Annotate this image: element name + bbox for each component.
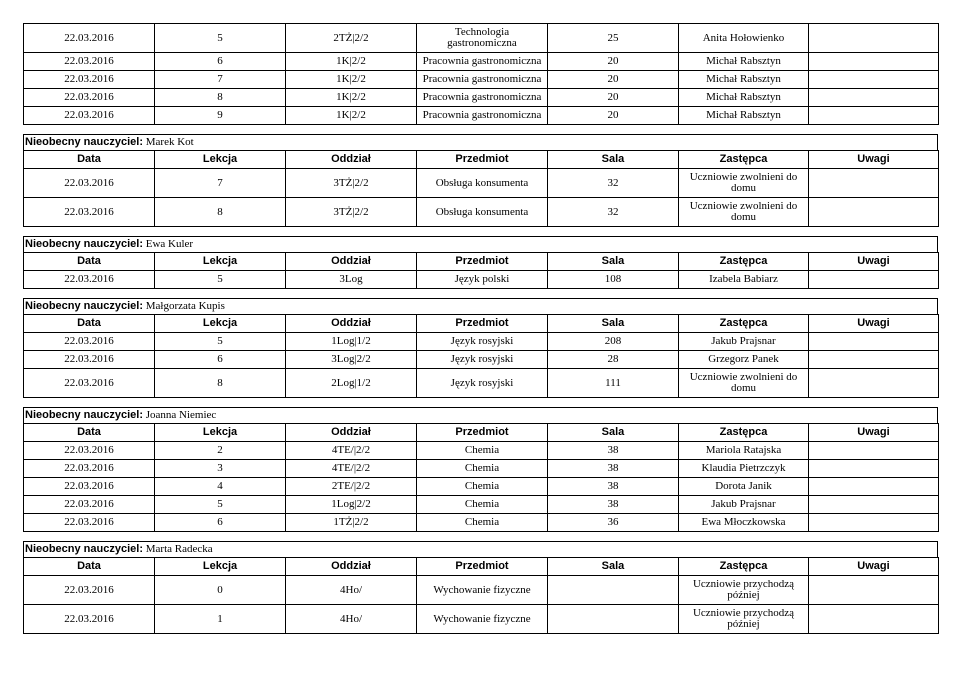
date-cell: 22.03.2016 [24,369,155,398]
absent-teacher-section [23,407,938,532]
class-cell: 2Log|1/2 [286,369,417,398]
subject-cell: Język rosyjski [417,333,548,351]
class-cell: 1TŻ|2/2 [286,514,417,532]
class-cell: 2TE/|2/2 [286,478,417,496]
notes-cell [809,169,939,198]
table-row [24,169,939,198]
column-header: Data [24,253,155,271]
column-header: Zastępca [679,253,809,271]
absent-teacher-name: Małgorzata Kupis [145,300,225,312]
column-header: Przedmiot [417,253,548,271]
class-cell: 1Log|1/2 [286,333,417,351]
column-header: Uwagi [809,253,939,271]
table-row [24,333,939,351]
date-cell: 22.03.2016 [24,496,155,514]
table-row [24,369,939,398]
lesson-cell: 5 [155,271,286,289]
column-header: Oddział [286,558,417,576]
substitute-cell: Uczniowie przychodzą później [679,605,809,634]
absent-teacher-section [23,541,938,634]
substitution-table [23,150,939,227]
room-cell: 38 [548,478,679,496]
lesson-cell: 6 [155,53,286,71]
substitute-cell: Anita Hołowienko [679,24,809,53]
class-cell: 3TŻ|2/2 [286,198,417,227]
column-header: Zastępca [679,151,809,169]
notes-cell [809,351,939,369]
absent-teacher-name: Ewa Kuler [145,238,194,250]
room-cell: 111 [548,369,679,398]
lesson-cell: 8 [155,369,286,398]
substitution-document [23,23,938,634]
subject-cell: Chemia [417,478,548,496]
date-cell: 22.03.2016 [24,71,155,89]
room-cell: 38 [548,442,679,460]
subject-cell: Język rosyjski [417,351,548,369]
subject-cell: Pracownia gastronomiczna [417,89,548,107]
date-cell: 22.03.2016 [24,24,155,53]
date-cell: 22.03.2016 [24,442,155,460]
subject-cell: Pracownia gastronomiczna [417,107,548,125]
table-row [24,71,939,89]
absent-teacher-section [23,134,938,227]
notes-cell [809,107,939,125]
substitute-cell: Jakub Prajsnar [679,496,809,514]
room-cell: 25 [548,24,679,53]
notes-cell [809,460,939,478]
subject-cell: Wychowanie fizyczne [417,576,548,605]
notes-cell [809,605,939,634]
subject-cell: Obsługa konsumenta [417,169,548,198]
column-header: Przedmiot [417,558,548,576]
column-header: Data [24,558,155,576]
date-cell: 22.03.2016 [24,107,155,125]
room-cell: 28 [548,351,679,369]
absent-teacher-heading [23,407,938,423]
room-cell: 208 [548,333,679,351]
table-row [24,478,939,496]
column-header: Sala [548,558,679,576]
lesson-cell: 3 [155,460,286,478]
lesson-cell: 7 [155,169,286,198]
notes-cell [809,198,939,227]
column-header: Uwagi [809,151,939,169]
substitute-cell: Mariola Ratajska [679,442,809,460]
lesson-cell: 9 [155,107,286,125]
class-cell: 1K|2/2 [286,53,417,71]
lesson-cell: 8 [155,198,286,227]
absent-teacher-heading [23,298,938,314]
substitute-cell: Dorota Janik [679,478,809,496]
table-row [24,496,939,514]
subject-cell: Obsługa konsumenta [417,198,548,227]
class-cell: 4Ho/ [286,605,417,634]
substitution-table [23,252,939,289]
absent-teacher-name: Joanna Niemiec [145,409,217,421]
room-cell: 20 [548,89,679,107]
substitute-cell: Izabela Babiarz [679,271,809,289]
class-cell: 1K|2/2 [286,71,417,89]
notes-cell [809,514,939,532]
substitute-cell: Grzegorz Panek [679,351,809,369]
date-cell: 22.03.2016 [24,53,155,71]
room-cell [548,605,679,634]
date-cell: 22.03.2016 [24,514,155,532]
lesson-cell: 7 [155,71,286,89]
header-row [24,558,939,576]
notes-cell [809,478,939,496]
header-row [24,424,939,442]
absent-teacher-label: Nieobecny nauczyciel: [25,300,143,312]
header-row [24,151,939,169]
room-cell: 38 [548,460,679,478]
subject-cell: Język polski [417,271,548,289]
subject-cell: Pracownia gastronomiczna [417,53,548,71]
room-cell: 108 [548,271,679,289]
absent-teacher-sections [23,134,938,634]
substitute-cell: Uczniowie przychodzą później [679,576,809,605]
subject-cell: Chemia [417,460,548,478]
date-cell: 22.03.2016 [24,89,155,107]
column-header: Przedmiot [417,315,548,333]
subject-cell: Pracownia gastronomiczna [417,71,548,89]
class-cell: 1K|2/2 [286,89,417,107]
subject-cell: Chemia [417,442,548,460]
absent-teacher-label: Nieobecny nauczyciel: [25,238,143,250]
column-header: Oddział [286,424,417,442]
class-cell: 1Log|2/2 [286,496,417,514]
lesson-cell: 5 [155,496,286,514]
date-cell: 22.03.2016 [24,351,155,369]
column-header: Uwagi [809,315,939,333]
notes-cell [809,24,939,53]
table-row [24,605,939,634]
column-header: Sala [548,253,679,271]
column-header: Sala [548,315,679,333]
notes-cell [809,369,939,398]
date-cell: 22.03.2016 [24,478,155,496]
substitute-cell: Jakub Prajsnar [679,333,809,351]
column-header: Przedmiot [417,151,548,169]
room-cell: 20 [548,107,679,125]
absent-teacher-name: Marta Radecka [145,543,213,555]
absent-teacher-label: Nieobecny nauczyciel: [25,136,143,148]
date-cell: 22.03.2016 [24,271,155,289]
lesson-cell: 6 [155,514,286,532]
substitution-table [23,314,939,398]
absent-teacher-name: Marek Kot [145,136,194,148]
header-row [24,253,939,271]
substitute-cell: Michał Rabsztyn [679,89,809,107]
room-cell: 38 [548,496,679,514]
room-cell [548,576,679,605]
room-cell: 20 [548,71,679,89]
column-header: Sala [548,424,679,442]
lesson-cell: 6 [155,351,286,369]
column-header: Przedmiot [417,424,548,442]
table-row [24,198,939,227]
class-cell: 3Log [286,271,417,289]
substitute-cell: Klaudia Pietrzczyk [679,460,809,478]
substitute-cell: Michał Rabsztyn [679,71,809,89]
column-header: Sala [548,151,679,169]
absent-teacher-label: Nieobecny nauczyciel: [25,543,143,555]
date-cell: 22.03.2016 [24,605,155,634]
date-cell: 22.03.2016 [24,333,155,351]
column-header: Data [24,151,155,169]
notes-cell [809,576,939,605]
substitute-cell: Uczniowie zwolnieni do domu [679,369,809,398]
class-cell: 2TŻ|2/2 [286,24,417,53]
subject-cell: Technologia gastronomiczna [417,24,548,53]
column-header: Data [24,315,155,333]
absent-teacher-heading [23,541,938,557]
subject-cell: Chemia [417,496,548,514]
lesson-cell: 2 [155,442,286,460]
lesson-cell: 8 [155,89,286,107]
substitute-cell: Michał Rabsztyn [679,107,809,125]
notes-cell [809,71,939,89]
column-header: Lekcja [155,315,286,333]
notes-cell [809,271,939,289]
table-row [24,24,939,53]
substitute-cell: Michał Rabsztyn [679,53,809,71]
subject-cell: Wychowanie fizyczne [417,605,548,634]
table-row [24,514,939,532]
column-header: Oddział [286,151,417,169]
notes-cell [809,89,939,107]
lesson-cell: 4 [155,478,286,496]
room-cell: 32 [548,169,679,198]
class-cell: 1K|2/2 [286,107,417,125]
table-row [24,442,939,460]
room-cell: 20 [548,53,679,71]
class-cell: 3TŻ|2/2 [286,169,417,198]
column-header: Oddział [286,315,417,333]
class-cell: 3Log|2/2 [286,351,417,369]
room-cell: 36 [548,514,679,532]
class-cell: 4TE/|2/2 [286,442,417,460]
table-row [24,89,939,107]
column-header: Lekcja [155,424,286,442]
class-cell: 4TE/|2/2 [286,460,417,478]
continued-substitution-table [23,23,939,125]
header-row [24,315,939,333]
table-row [24,107,939,125]
substitute-cell: Ewa Młoczkowska [679,514,809,532]
lesson-cell: 5 [155,333,286,351]
column-header: Zastępca [679,424,809,442]
column-header: Zastępca [679,558,809,576]
table-row [24,460,939,478]
absent-teacher-label: Nieobecny nauczyciel: [25,409,143,421]
date-cell: 22.03.2016 [24,198,155,227]
notes-cell [809,442,939,460]
column-header: Oddział [286,253,417,271]
lesson-cell: 1 [155,605,286,634]
room-cell: 32 [548,198,679,227]
column-header: Uwagi [809,424,939,442]
absent-teacher-heading [23,236,938,252]
notes-cell [809,333,939,351]
absent-teacher-section [23,298,938,398]
lesson-cell: 5 [155,24,286,53]
date-cell: 22.03.2016 [24,460,155,478]
table-row [24,576,939,605]
column-header: Lekcja [155,151,286,169]
absent-teacher-section [23,236,938,289]
column-header: Data [24,424,155,442]
lesson-cell: 0 [155,576,286,605]
date-cell: 22.03.2016 [24,576,155,605]
substitution-table [23,557,939,634]
table-row [24,271,939,289]
column-header: Uwagi [809,558,939,576]
substitute-cell: Uczniowie zwolnieni do domu [679,198,809,227]
subject-cell: Chemia [417,514,548,532]
column-header: Zastępca [679,315,809,333]
substitution-table [23,423,939,532]
column-header: Lekcja [155,253,286,271]
table-row [24,53,939,71]
absent-teacher-heading [23,134,938,150]
substitute-cell: Uczniowie zwolnieni do domu [679,169,809,198]
notes-cell [809,496,939,514]
table-row [24,351,939,369]
class-cell: 4Ho/ [286,576,417,605]
subject-cell: Język rosyjski [417,369,548,398]
date-cell: 22.03.2016 [24,169,155,198]
notes-cell [809,53,939,71]
column-header: Lekcja [155,558,286,576]
